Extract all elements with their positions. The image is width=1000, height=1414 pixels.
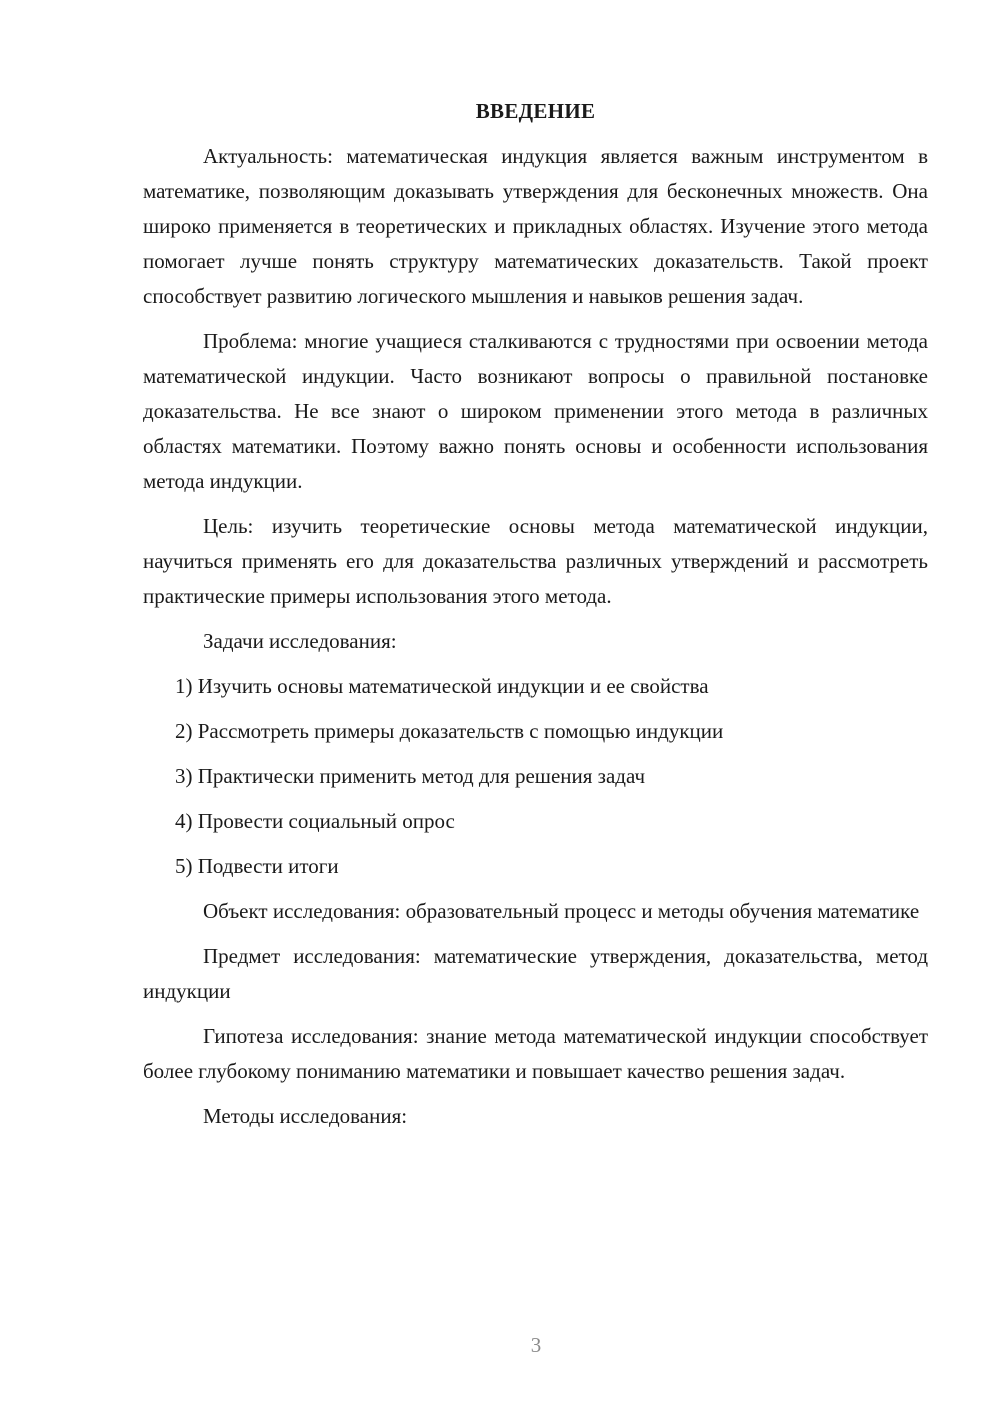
methods-title: Методы исследования: (203, 1104, 408, 1128)
relevance-paragraph: Актуальность: математическая индукция является важным инструментом в математике, позволяющим доказывать утверждения для бесконечных множеств. Она широко применяется в теоретических и прикладных областях. Изучение этого метода помогает лучше понять структуру математических доказательств. Такой проект способствует развитию логического мышления и навыков решения задач. (143, 144, 928, 308)
list-item: 1) Изучить основы математической индукции и ее свойства (175, 674, 709, 698)
goal-paragraph: Цель: изучить теоретические основы метода математической индукции, научиться применять его для доказательства различных утверждений и рассмотреть практические примеры использования этого метода. (143, 514, 928, 608)
problem-paragraph: Проблема: многие учащиеся сталкиваются с трудностями при освоении метода математической индукции. Часто возникают вопросы о правильной постановке доказательства. Не все знают о широком применении этого метода в различных областях математики. Поэтому важно понять основы и особенности использования метода индукции. (143, 329, 928, 493)
list-item: 3) Практически применить метод для решения задач (175, 764, 646, 788)
list-item: 5) Подвести итоги (175, 854, 339, 878)
object-paragraph: Объект исследования: образовательный процесс и методы обучения математике (203, 899, 920, 923)
page-number: 3 (530, 1333, 542, 1357)
hypothesis-paragraph: Гипотеза исследования: знание метода математической индукции способствует более глубокому пониманию математики и повышает качество решения задач. (143, 1024, 928, 1083)
list-item: 2) Рассмотреть примеры доказательств с помощью индукции (175, 719, 724, 743)
tasks-list (143, 669, 928, 884)
list-item: 4) Провести социальный опрос (175, 809, 455, 833)
section-heading: ВВЕДЕНИЕ (475, 99, 596, 123)
subject-paragraph: Предмет исследования: математические утверждения, доказательства, метод индукции (143, 944, 928, 1003)
page-content (143, 96, 928, 1144)
tasks-title: Задачи исследования: (203, 629, 397, 653)
